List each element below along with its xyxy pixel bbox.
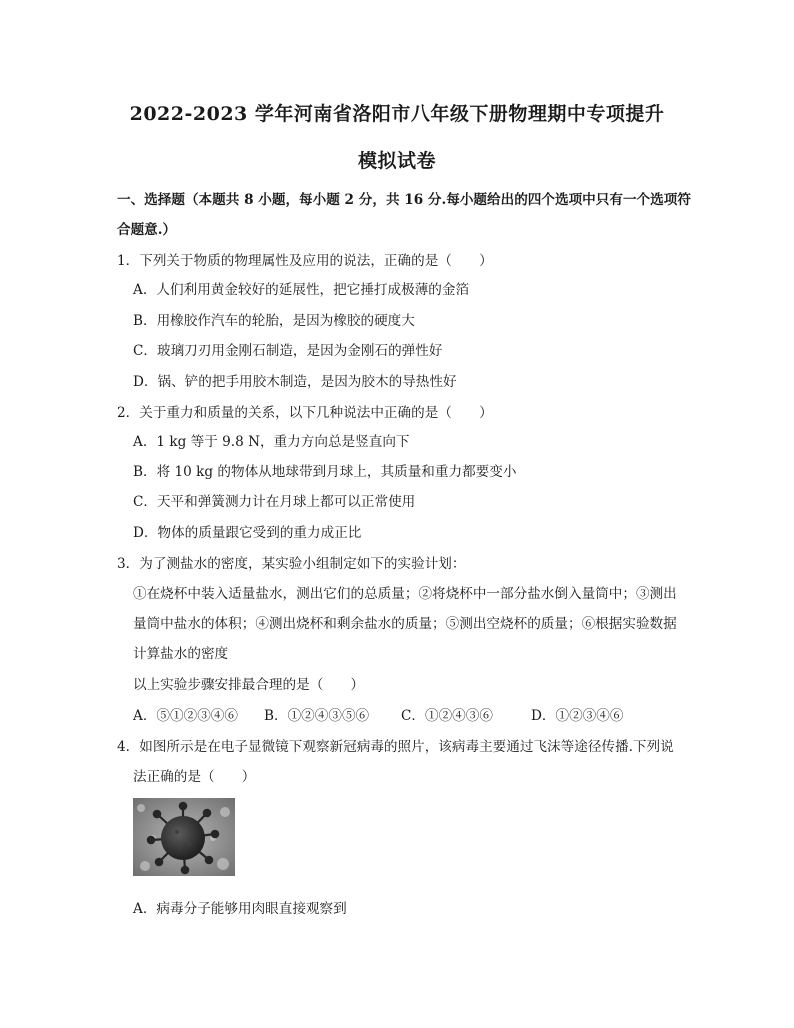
question-3-option-d: D．①②③④⑥ bbox=[531, 708, 624, 724]
question-1-option-a: A．人们利用黄金较好的延展性，把它捶打成极薄的金箔 bbox=[133, 282, 470, 298]
question-2-option-c: C．天平和弹簧测力计在月球上都可以正常使用 bbox=[133, 494, 416, 510]
question-3-prompt: 以上实验步骤安排最合理的是（ ） bbox=[133, 677, 365, 693]
question-3-option-b: B．①②④③⑤⑥ bbox=[264, 708, 370, 724]
question-2-option-a: A．1 kg 等于 9.8 N，重力方向总是竖直向下 bbox=[133, 434, 410, 450]
coronavirus-icon bbox=[133, 798, 235, 876]
question-1-stem: 1．下列关于物质的物理属性及应用的说法，正确的是（ ） bbox=[117, 253, 493, 269]
coronavirus-image bbox=[133, 798, 235, 876]
question-3-body-line: 计算盐水的密度 bbox=[133, 646, 229, 662]
question-2-option-b: B．将 10 kg 的物体从地球带到月球上，其质量和重力都要变小 bbox=[133, 464, 517, 480]
question-2-stem: 2．关于重力和质量的关系，以下几种说法中正确的是（ ） bbox=[117, 405, 493, 421]
question-4-stem: 4．如图所示是在电子显微镜下观察新冠病毒的照片，该病毒主要通过飞沫等途径传播.下列说 bbox=[117, 739, 674, 755]
exam-subtitle: 模拟试卷 bbox=[357, 150, 436, 172]
question-3-option-c: C．①②④③⑥ bbox=[401, 708, 493, 724]
question-3-option-a: A．⑤①②③④⑥ bbox=[133, 708, 238, 724]
question-1-option-b: B．用橡胶作汽车的轮胎，是因为橡胶的硬度大 bbox=[133, 313, 415, 329]
exam-title: 2022-2023 学年河南省洛阳市八年级下册物理期中专项提升 bbox=[129, 103, 665, 125]
question-4-option-a: A．病毒分子能够用肉眼直接观察到 bbox=[133, 901, 347, 917]
question-1-option-d: D．锅、铲的把手用胶木制造，是因为胶木的导热性好 bbox=[133, 374, 457, 390]
section-header: 一、选择题（本题共 8 小题，每小题 2 分，共 16 分.每小题给出的四个选项中只有一个选项符 bbox=[117, 192, 691, 208]
section-header-cont: 合题意.） bbox=[117, 222, 177, 238]
question-1-option-c: C．玻璃刀刃用金刚石制造，是因为金刚石的弹性好 bbox=[133, 343, 443, 359]
question-3-body-line: 量筒中盐水的体积；④测出烧杯和剩余盐水的质量；⑤测出空烧杯的质量；⑥根据实验数据 bbox=[133, 616, 677, 632]
question-3-body-line: ①在烧杯中装入适量盐水，测出它们的总质量；②将烧杯中一部分盐水倒入量筒中；③测出 bbox=[133, 586, 677, 602]
question-3-options bbox=[133, 704, 733, 724]
question-3-stem: 3．为了测盐水的密度，某实验小组制定如下的实验计划： bbox=[117, 556, 466, 572]
question-2-option-d: D．物体的质量跟它受到的重力成正比 bbox=[133, 525, 362, 541]
question-4-stem-cont: 法正确的是（ ） bbox=[133, 769, 256, 785]
